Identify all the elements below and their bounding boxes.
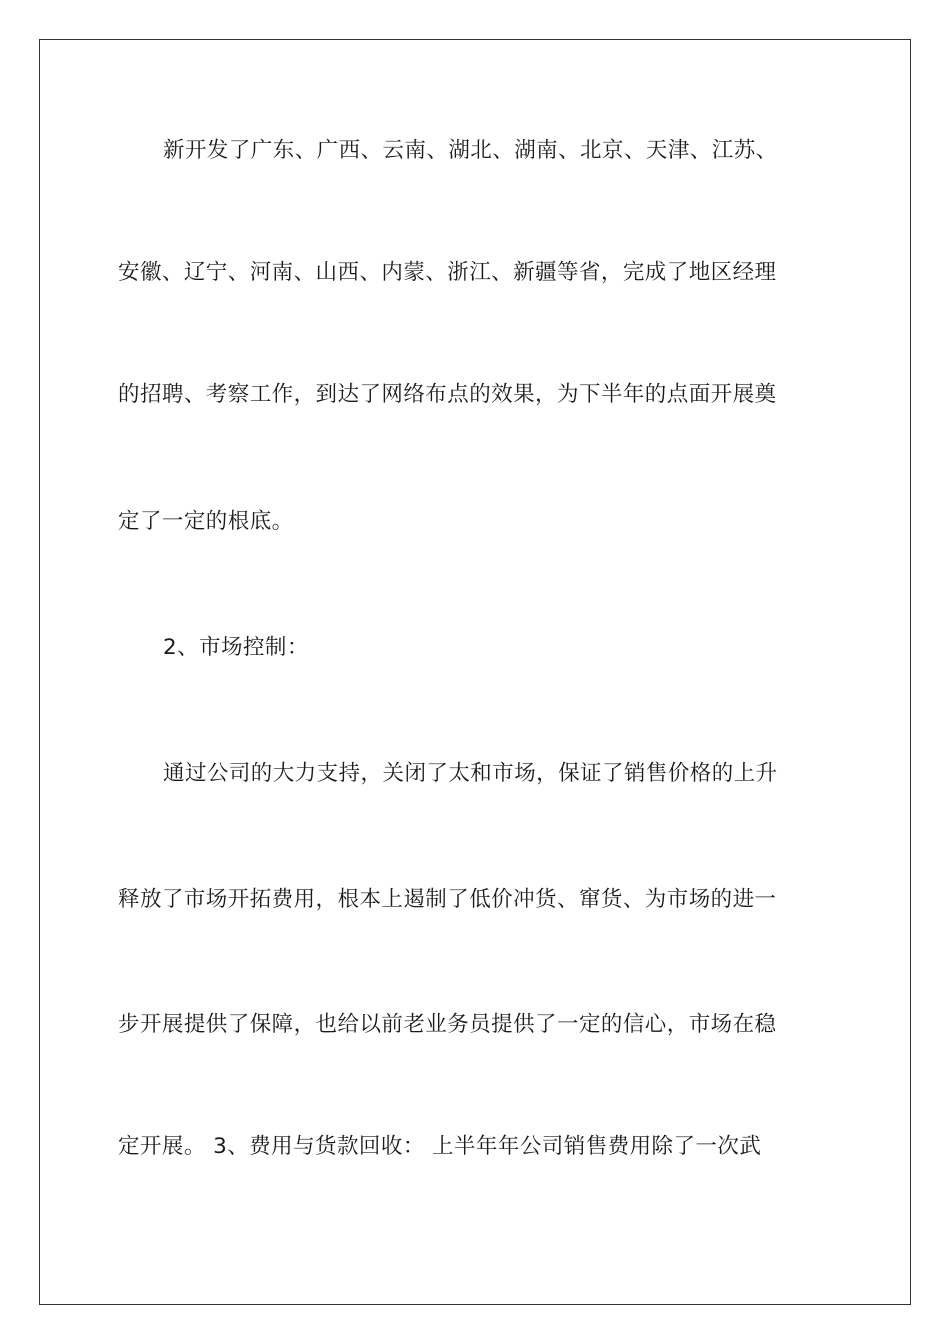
paragraph-line: 新开发了广东、广西、云南、湖北、湖南、北京、天津、江苏、 <box>163 138 778 163</box>
paragraph-line: 步开展提供了保障，也给以前老业务员提供了一定的信心，市场在稳 <box>118 1012 777 1037</box>
paragraph-line: 定开展。 3、费用与货款回收： 上半年年公司销售费用除了一次武 <box>118 1134 762 1159</box>
page-border <box>39 39 911 1305</box>
paragraph-line: 释放了市场开拓费用，根本上遏制了低价冲货、窜货、为市场的进一 <box>118 887 777 912</box>
paragraph-line: 定了一定的根底。 <box>118 509 294 534</box>
paragraph-line: 通过公司的大力支持，关闭了太和市场，保证了销售价格的上升 <box>163 761 778 786</box>
section-heading: 2、市场控制： <box>163 635 309 660</box>
paragraph-line: 安徽、辽宁、河南、山西、内蒙、浙江、新疆等省，完成了地区经理 <box>118 260 777 285</box>
paragraph-line: 的招聘、考察工作，到达了网络布点的效果，为下半年的点面开展奠 <box>118 382 777 407</box>
